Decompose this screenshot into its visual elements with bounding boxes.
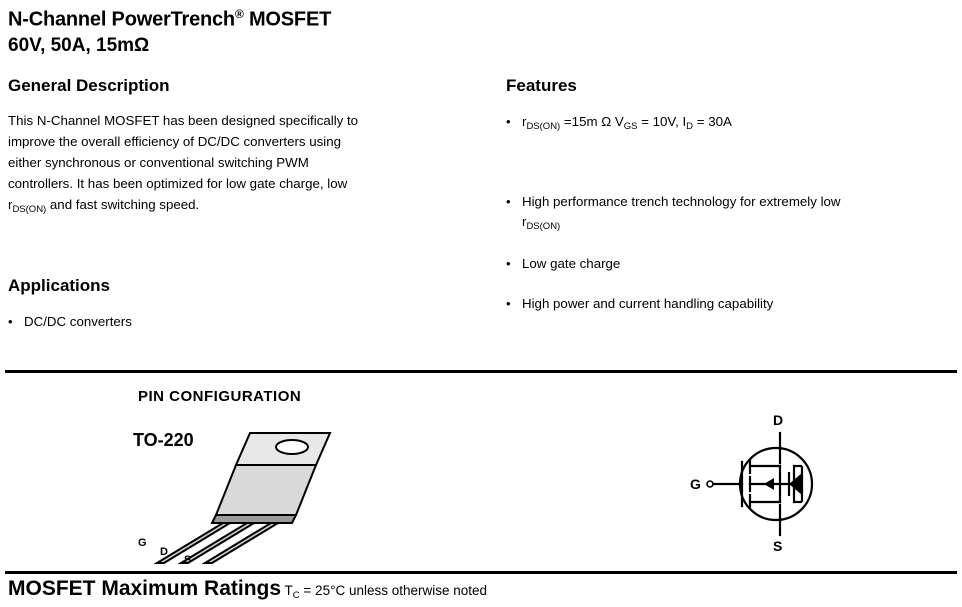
- part-title: [8, 2, 608, 32]
- section-divider-top: [5, 370, 957, 373]
- vgs-value: = 10V, I: [637, 114, 687, 129]
- vgs-subscript: GS: [623, 121, 638, 132]
- features-item-trench-label: [522, 192, 958, 234]
- general-description-heading: General Description: [8, 76, 170, 95]
- features-item-gate-charge-label: Low gate charge: [522, 256, 621, 271]
- bullet-icon: •: [506, 296, 511, 311]
- bullet-icon: •: [506, 114, 511, 129]
- title-block: [8, 2, 608, 58]
- maximum-ratings-heading: [8, 576, 487, 606]
- section-divider-bottom: [5, 571, 957, 574]
- bullet-icon: •: [506, 194, 511, 209]
- general-description-line-5: [8, 194, 466, 217]
- features-heading: Features: [506, 76, 577, 95]
- features-item-gate-charge: [506, 254, 946, 274]
- symbol-label-source: S: [773, 538, 783, 554]
- rdson-value: =15m Ω V: [560, 114, 624, 129]
- rdson-symbol: r: [522, 214, 527, 229]
- id-value: = 30A: [693, 114, 732, 129]
- features-item-power-handling: [506, 294, 946, 314]
- bullet-icon: •: [8, 314, 13, 329]
- features-item-rdson: [506, 112, 954, 134]
- pin-label-d: D: [160, 546, 168, 558]
- maximum-ratings-condition: [281, 583, 488, 601]
- part-title-suffix: MOSFET: [243, 8, 332, 31]
- mosfet-schematic-symbol: [690, 405, 850, 560]
- features-item-rdson-label: [522, 112, 954, 134]
- general-description-line-4: controllers. It has been optimized for low gate charge, low: [8, 176, 348, 191]
- pin-label-s: S: [184, 554, 192, 565]
- features-item-trench-line2: [522, 212, 958, 234]
- case-temp-subscript: C: [292, 590, 300, 601]
- maximum-ratings-title: MOSFET Maximum Ratings: [8, 577, 282, 600]
- general-description-line-3: either synchronous or conventional switching PWM: [8, 155, 309, 170]
- rdson-subscript: DS(ON): [526, 121, 561, 132]
- rdson-subscript: DS(ON): [12, 204, 47, 215]
- id-subscript: D: [686, 121, 694, 132]
- rdson-subscript: DS(ON): [526, 221, 561, 232]
- symbol-label-gate: G: [690, 476, 701, 492]
- features-item-power-handling-label: High power and current handling capability: [522, 296, 774, 311]
- symbol-label-drain: D: [773, 412, 784, 428]
- part-title-prefix: N-Channel PowerTrench: [8, 8, 235, 31]
- registered-trademark-icon: ®: [234, 7, 244, 21]
- to220-pin-labels: [120, 415, 350, 565]
- package-type-label: TO-220: [133, 430, 194, 450]
- rdson-symbol: r: [522, 114, 527, 129]
- applications-heading: Applications: [8, 276, 111, 295]
- general-description-text: [8, 110, 466, 217]
- bullet-icon: •: [506, 256, 511, 271]
- part-ratings-subtitle: 60V, 50A, 15mΩ: [8, 34, 150, 56]
- general-description-line-5-tail: and fast switching speed.: [46, 197, 200, 212]
- general-description-line-2: improve the overall efficiency of DC/DC converters using: [8, 134, 342, 149]
- applications-item-label: DC/DC converters: [24, 314, 132, 329]
- features-item-trench-line1: High performance trench technology for extremely low: [522, 194, 841, 209]
- applications-item: [8, 312, 388, 332]
- general-description-line-1: This N-Channel MOSFET has been designed specifically to: [8, 113, 359, 128]
- condition-prefix: T: [281, 583, 293, 598]
- condition-tail: = 25°C unless otherwise noted: [299, 583, 488, 598]
- pin-configuration-title: PIN CONFIGURATION: [138, 388, 302, 405]
- features-item-trench: [506, 192, 958, 234]
- pin-label-g: G: [138, 537, 147, 549]
- rdson-symbol: r: [8, 197, 13, 212]
